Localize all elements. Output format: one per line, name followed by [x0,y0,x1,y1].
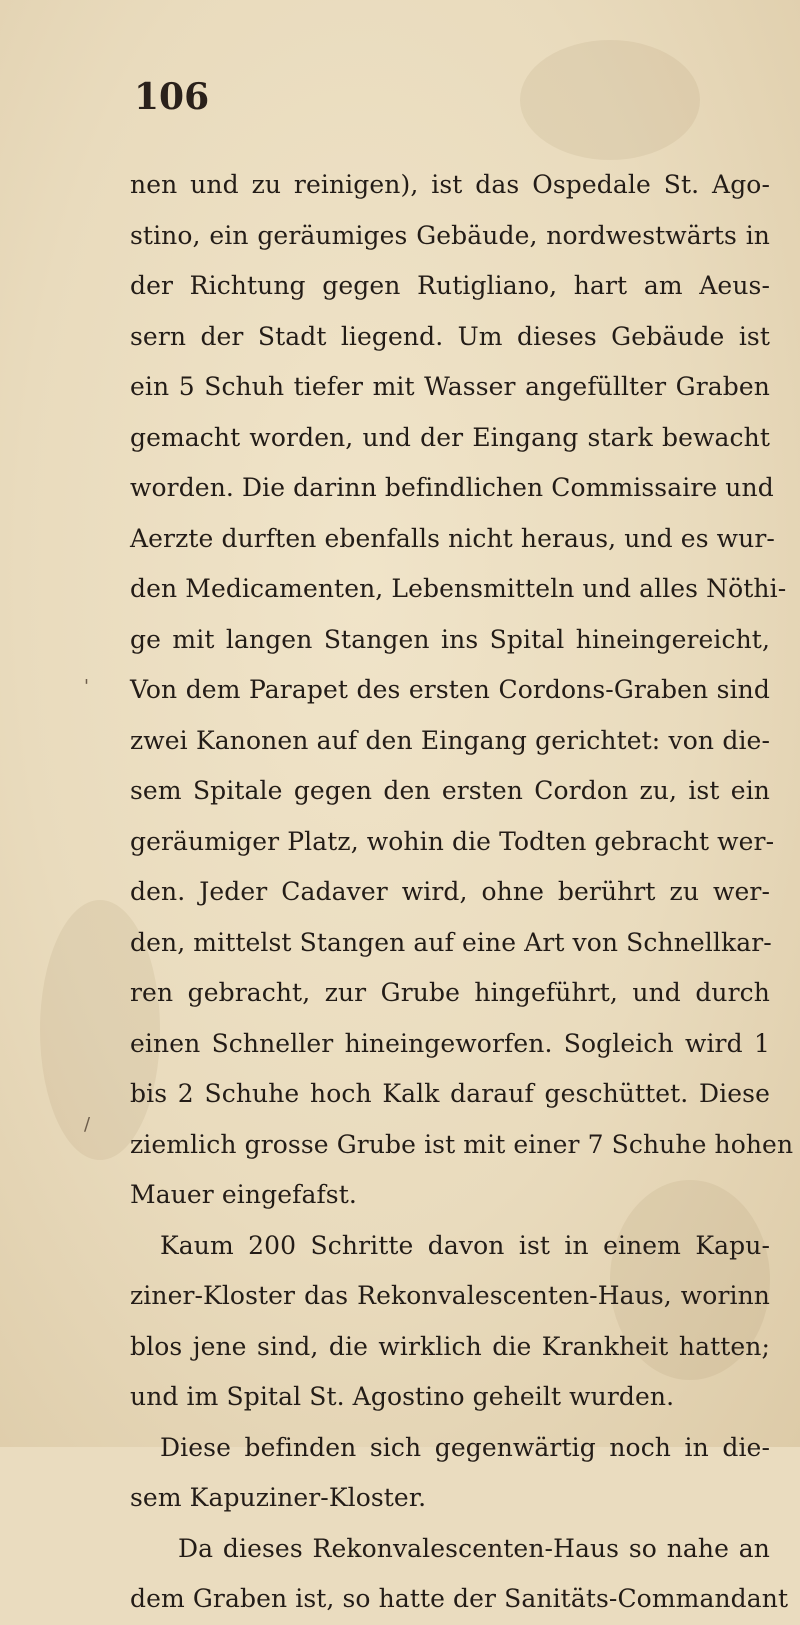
text-line: Von dem Parapet des ersten Cordons-Graben sind [130,675,770,704]
text-line: den, mittelst Stangen auf eine Art von Schnellkar- [130,927,772,957]
text-line: Diese befinden sich gegenwärtig noch in die- [160,1432,770,1462]
text-line: ein 5 Schuh tiefer mit Wasser angefüllter Graben [130,372,770,401]
text-line: ziner-Kloster das Rekonvalescenten-Haus, worinn [130,1281,770,1310]
text-line: Mauer eingefafst. [130,1180,357,1209]
text-line: zwei Kanonen auf den Eingang gerichtet: von die- [130,725,770,755]
text-line: sern der Stadt liegend. Um dieses Gebäude ist [130,321,770,351]
text-line: blos jene sind, die wirklich die Krankheit hatten; [130,1331,770,1361]
text-line: bis 2 Schuhe hoch Kalk darauf geschüttet. Diese [130,1079,770,1108]
text-line: dem Graben ist, so hatte der Sanitäts-Commandant [130,1584,789,1613]
text-line: worden. Die darinn befindlichen Commissaire und [130,473,774,502]
page-number: 106 [134,76,210,118]
text-line: den Medicamenten, Lebensmitteln und alles Nöthi- [130,574,787,603]
text-line: und im Spital St. Agostino geheilt wurden. [130,1382,675,1411]
text-line: Aerzte durften ebenfalls nicht heraus, und es wur- [130,523,775,553]
text-line: sem Spitale gegen den ersten Cordon zu, ist ein [130,776,770,805]
text-line: stino, ein geräumiges Gebäude, nordwestwärts in [130,220,770,250]
text-line: Da dieses Rekonvalescenten-Haus so nahe an [178,1533,770,1563]
text-line: geräumiger Platz, wohin die Todten gebracht wer- [130,826,775,856]
text-line: ge mit langen Stangen ins Spital hineingereicht, [130,624,770,654]
paper-stain [520,40,700,160]
text-line: gemacht worden, und der Eingang stark bewacht [130,422,770,452]
text-line: den. Jeder Cadaver wird, ohne berührt zu wer- [130,877,770,906]
text-line: sem Kapuziner-Kloster. [130,1483,427,1512]
margin-mark: / [84,1114,91,1135]
text-line: der Richtung gegen Rutigliano, hart am Aeus- [130,271,770,300]
text-line: einen Schneller hineingeworfen. Sogleich wird 1 [130,1028,770,1058]
text-line: ziemlich grosse Grube ist mit einer 7 Schuhe hohen [130,1129,794,1159]
text-line: nen und zu reinigen), ist das Ospedale St. Ago- [130,170,770,199]
text-line: Kaum 200 Schritte davon ist in einem Kapu- [160,1230,770,1260]
body-text [130,160,794,1625]
margin-mark: ' [84,676,89,697]
text-line: ren gebracht, zur Grube hingeführt, und durch [130,978,770,1007]
